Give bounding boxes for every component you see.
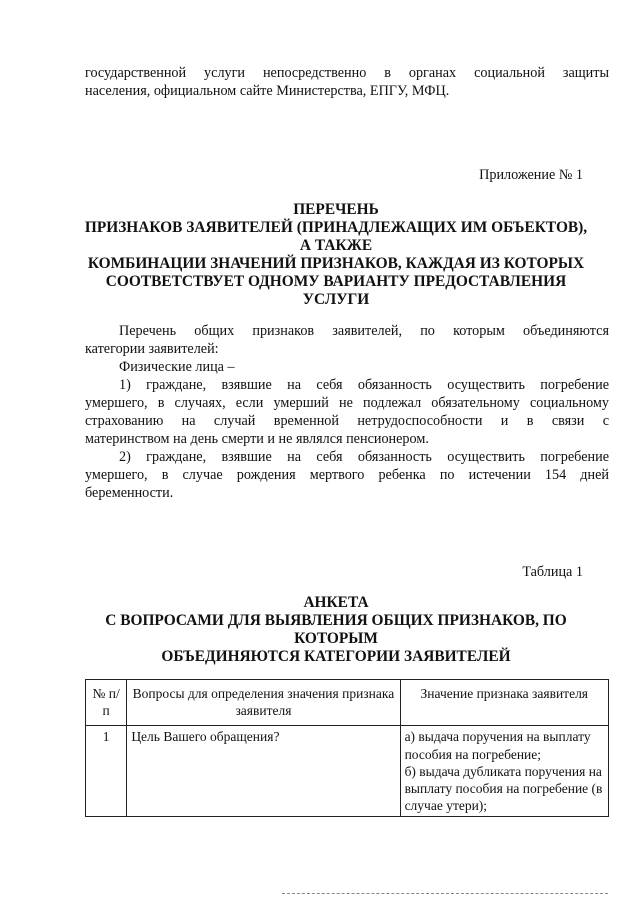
appendix-label: Приложение № 1 <box>479 167 583 183</box>
row-num: 1 <box>86 726 127 817</box>
heading1-line-3: А ТАКЖЕ <box>299 237 373 254</box>
table-header-row <box>86 680 609 726</box>
p2-line: Физические лица – <box>119 359 235 375</box>
table-row <box>86 726 609 817</box>
intro-line-1: государственной услуги непосредственно в органах социальной защиты <box>85 65 609 81</box>
p4-line-1: 2) граждане, взявшие на себя обязанность осуществить погребение <box>119 449 609 465</box>
heading1-line-2: ПРИЗНАКОВ ЗАЯВИТЕЛЕЙ (ПРИНАДЛЕЖАЩИХ ИМ ОБЪЕКТОВ), <box>84 219 588 236</box>
heading2-line-4: ОБЪЕДИНЯЮТСЯ КАТЕГОРИИ ЗАЯВИТЕЛЕЙ <box>161 648 511 665</box>
p3-line-4: материнством на день смерти и не являлся пенсионером. <box>85 431 429 447</box>
heading2-line-1: АНКЕТА <box>303 594 369 611</box>
p3-line-3: страхованию на случай временной нетрудоспособности и в связи с <box>85 413 609 429</box>
table-label: Таблица 1 <box>522 564 583 580</box>
p1-line-2: категории заявителей: <box>85 341 219 357</box>
heading2-line-2: С ВОПРОСАМИ ДЛЯ ВЫЯВЛЕНИЯ ОБЩИХ ПРИЗНАКОВ, ПО <box>105 612 567 629</box>
questionnaire-table <box>85 679 609 817</box>
p4-line-3: беременности. <box>85 485 174 501</box>
p4-line-2: умершего, в случае рождения мертвого ребенка по истечении 154 дней <box>85 467 609 483</box>
heading1-line-5: СООТВЕТСТВУЕТ ОДНОМУ ВАРИАНТУ ПРЕДОСТАВЛЕНИЯ <box>105 273 567 290</box>
heading1-line-4: КОМБИНАЦИИ ЗНАЧЕНИЙ ПРИЗНАКОВ, КАЖДАЯ ИЗ КОТОРЫХ <box>87 255 585 272</box>
heading1-line-1: ПЕРЕЧЕНЬ <box>293 201 379 218</box>
intro-line-2: населения, официальном сайте Министерства, ЕПГУ, МФЦ. <box>85 83 450 99</box>
answer-option-b: б) выдача дубликата поручения на выплату пособия на погребение (в случае утери); <box>404 763 603 814</box>
heading2-line-3: КОТОРЫМ <box>294 630 378 647</box>
heading1-line-6: УСЛУГИ <box>302 291 370 308</box>
page-bottom-dashed-line <box>282 893 608 894</box>
p1-line-1: Перечень общих признаков заявителей, по которым объединяются <box>119 323 609 339</box>
row-answers <box>400 726 608 817</box>
header-value: Значение признака заявителя <box>400 680 608 726</box>
header-question: Вопросы для определения значения признака заявителя <box>127 680 400 726</box>
p3-line-2: умершего, в случаях, если умерший не подлежал обязательному социальному <box>85 395 609 411</box>
row-question: Цель Вашего обращения? <box>127 726 400 817</box>
header-num: № п/п <box>86 680 127 726</box>
p3-line-1: 1) граждане, взявшие на себя обязанность осуществить погребение <box>119 377 609 393</box>
answer-option-a: а) выдача поручения на выплату пособия на погребение; <box>404 729 591 762</box>
